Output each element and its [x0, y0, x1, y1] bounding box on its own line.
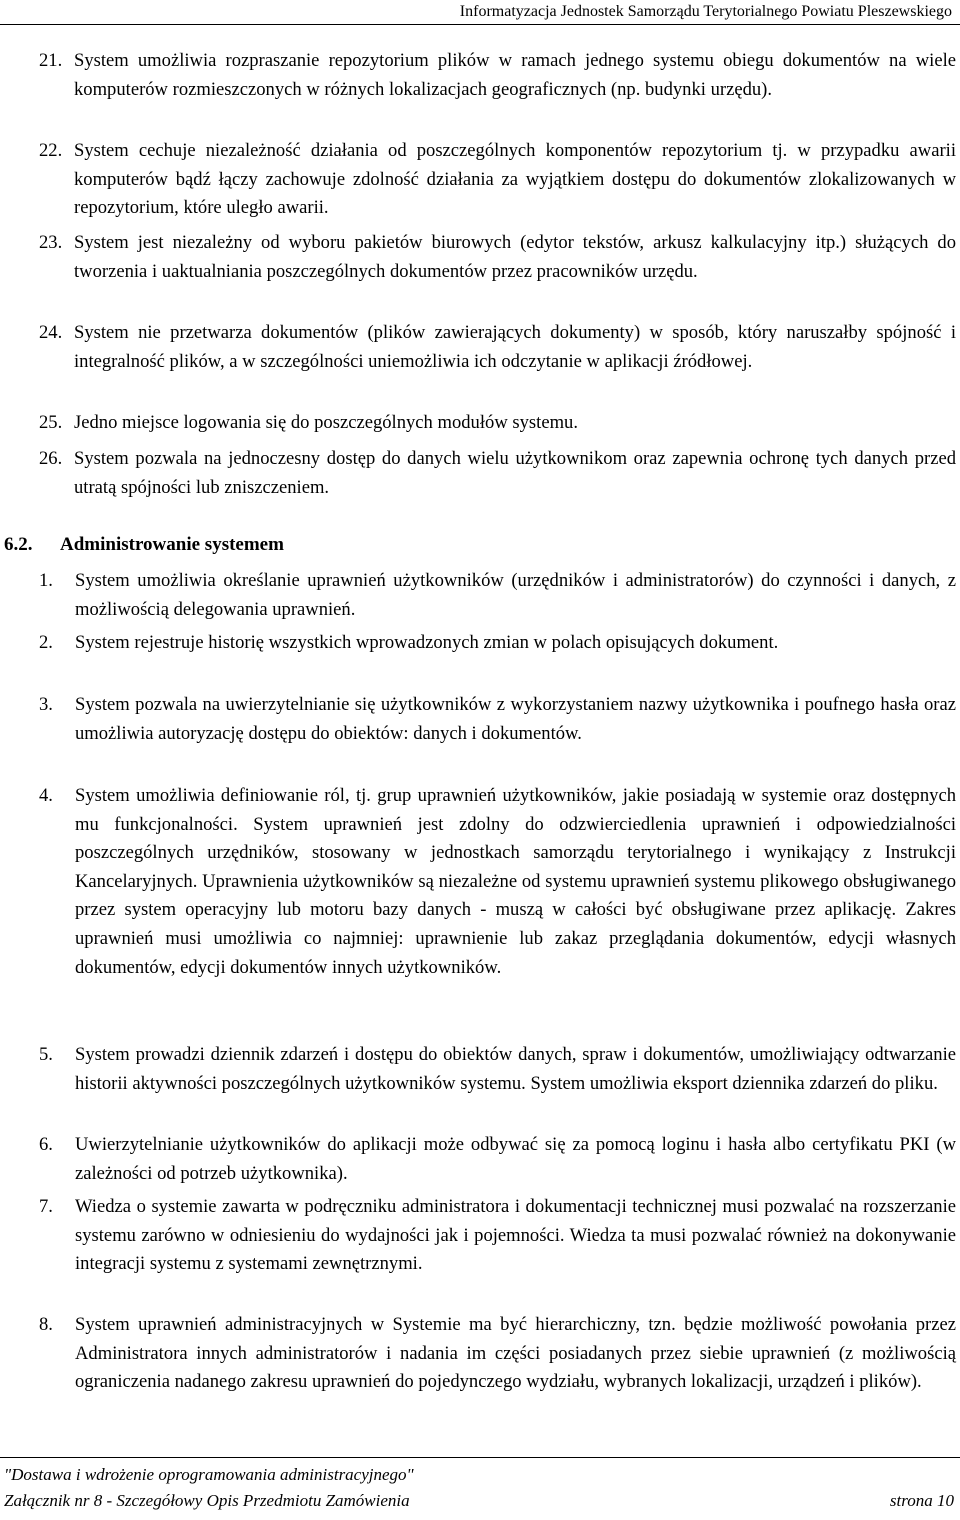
- list-item: [39, 137, 956, 223]
- item-number: 5.: [39, 1044, 53, 1065]
- item-number: 22.: [39, 140, 63, 161]
- item-text: System rejestruje historię wszystkich wprowadzonych zmian w polach opisujących dokument.: [75, 632, 779, 653]
- item-text: System prowadzi dziennik zdarzeń i dostępu do obiektów danych, spraw i dokumentów, umożliwiający odtwarzanie historii aktywności poszczególnych użytkowników systemu. System umożliwia eksport dziennika zdarzeń do pliku.: [75, 1044, 956, 1094]
- page-number: strona 10: [889, 1491, 954, 1510]
- list-item: [39, 319, 956, 376]
- list-item: [39, 1041, 956, 1098]
- item-number: 2.: [39, 632, 53, 653]
- item-number: 1.: [39, 570, 53, 591]
- list-item: [39, 1311, 956, 1397]
- list-item: [39, 1131, 956, 1188]
- item-text: System umożliwia rozpraszanie repozytorium plików w ramach jednego systemu obiegu dokumentów na wiele komputerów rozmieszczonych w różnych lokalizacjach geograficznych (np. budynki urzędu).: [74, 50, 956, 100]
- list-item: [39, 782, 956, 982]
- footer-title: "Dostawa i wdrożenie oprogramowania administracyjnego": [4, 1465, 414, 1484]
- item-text: System umożliwia definiowanie ról, tj. grup uprawnień użytkowników, jakie posiadają w systemie oraz dostępnych mu funkcjonalności. System uprawnień jest zdolny do odzwierciedlenia uprawnień i odpowiedzialności poszczególnych urzędników, stosowany w jednostkach samorządu terytorialnego i wynikający z Instrukcji Kancelaryjnych. Uprawnienia użytkowników są niezależne od systemu uprawnień systemu plikowego obsługiwanego przez system operacyjny lub motoru bazy danych - muszą w całości być obsługiwane przez aplikację. Zakres uprawnień musi umożliwia co najmniej: uprawnienie lub zakaz przeglądania dokumentów, edycji własnych dokumentów, edycji dokumentów innych użytkowników.: [75, 785, 956, 978]
- item-text: System jest niezależny od wyboru pakietów biurowych (edytor tekstów, arkusz kalkulacyjny itp.) służących do tworzenia i uaktualniania poszczególnych dokumentów przez pracowników urzędu.: [74, 232, 956, 282]
- header-divider: [0, 24, 960, 25]
- item-number: 4.: [39, 785, 53, 806]
- list-item: [39, 567, 956, 624]
- list-item: [39, 445, 956, 502]
- item-text: Wiedza o systemie zawarta w podręczniku administratora i dokumentacji technicznej musi pozwalać na rozszerzanie systemu zarówno w odniesieniu do wydajności jak i pojemności. Wiedza ta musi pozwalać również na dokonywanie integracji systemu z systemami zewnętrznymi.: [75, 1196, 956, 1275]
- list-item: [39, 229, 956, 286]
- item-number: 7.: [39, 1196, 53, 1217]
- item-text: System pozwala na uwierzytelnianie się użytkowników z wykorzystaniem nazwy użytkownika i poufnego hasła oraz umożliwia autoryzację dostępu do obiektów: danych i dokumentów.: [75, 694, 956, 744]
- footer-divider: [0, 1457, 960, 1458]
- header-title: Informatyzacja Jednostek Samorządu Terytorialnego Powiatu Pleszewskiego: [459, 3, 952, 20]
- section-title: Administrowanie systemem: [60, 534, 284, 555]
- footer-line-1: [4, 1462, 954, 1488]
- section-heading: [4, 531, 284, 559]
- section-number: 6.2.: [4, 534, 33, 555]
- list-item: [39, 629, 956, 658]
- item-number: 23.: [39, 232, 63, 253]
- item-text: System pozwala na jednoczesny dostęp do danych wielu użytkownikom oraz zapewnia ochronę tych danych przed utratą spójności lub zniszczeniem.: [74, 448, 956, 498]
- list-item: [39, 47, 956, 104]
- page-header: [0, 0, 952, 23]
- footer-line-2: [4, 1488, 954, 1514]
- item-text: System nie przetwarza dokumentów (plików zawierających dokumenty) w sposób, który naruszałby spójność i integralność plików, a w szczególności uniemożliwia ich odczytanie w aplikacji źródłowej.: [74, 322, 956, 372]
- item-text: System cechuje niezależność działania od poszczególnych komponentów repozytorium tj. w przypadku awarii komputerów bądź łączy zachowuje zdolność działania za wyjątkiem dostępu do dokumentów zlokalizowanych w repozytorium, które uległo awarii.: [74, 140, 956, 219]
- list-item: [39, 691, 956, 748]
- list-item: [39, 1193, 956, 1279]
- item-number: 6.: [39, 1134, 53, 1155]
- item-text: System umożliwia określanie uprawnień użytkowników (urzędników i administratorów) do czynności i danych, z możliwością delegowania uprawnień.: [75, 570, 956, 620]
- item-text: System uprawnień administracyjnych w Systemie ma być hierarchiczny, tzn. będzie możliwość powołania przez Administratora innych administratorów i nadania im części posiadanych przez siebie uprawnień (z możliwością ograniczenia nadanego zakresu uprawnień do pojedynczego wydziału, wybranych lokalizacji, urządzeń i plików).: [75, 1314, 956, 1393]
- item-number: 3.: [39, 694, 53, 715]
- footer-attachment: Załącznik nr 8 - Szczegółowy Opis Przedmiotu Zamówienia: [4, 1491, 410, 1510]
- item-number: 24.: [39, 322, 63, 343]
- item-number: 25.: [39, 412, 63, 433]
- item-text: Uwierzytelnianie użytkowników do aplikacji może odbywać się za pomocą loginu i hasła albo certyfikatu PKI (w zależności od potrzeb użytkownika).: [75, 1134, 956, 1184]
- item-number: 8.: [39, 1314, 53, 1335]
- list-item: [39, 409, 956, 438]
- item-number: 21.: [39, 50, 63, 71]
- item-text: Jedno miejsce logowania się do poszczególnych modułów systemu.: [74, 412, 578, 433]
- item-number: 26.: [39, 448, 63, 469]
